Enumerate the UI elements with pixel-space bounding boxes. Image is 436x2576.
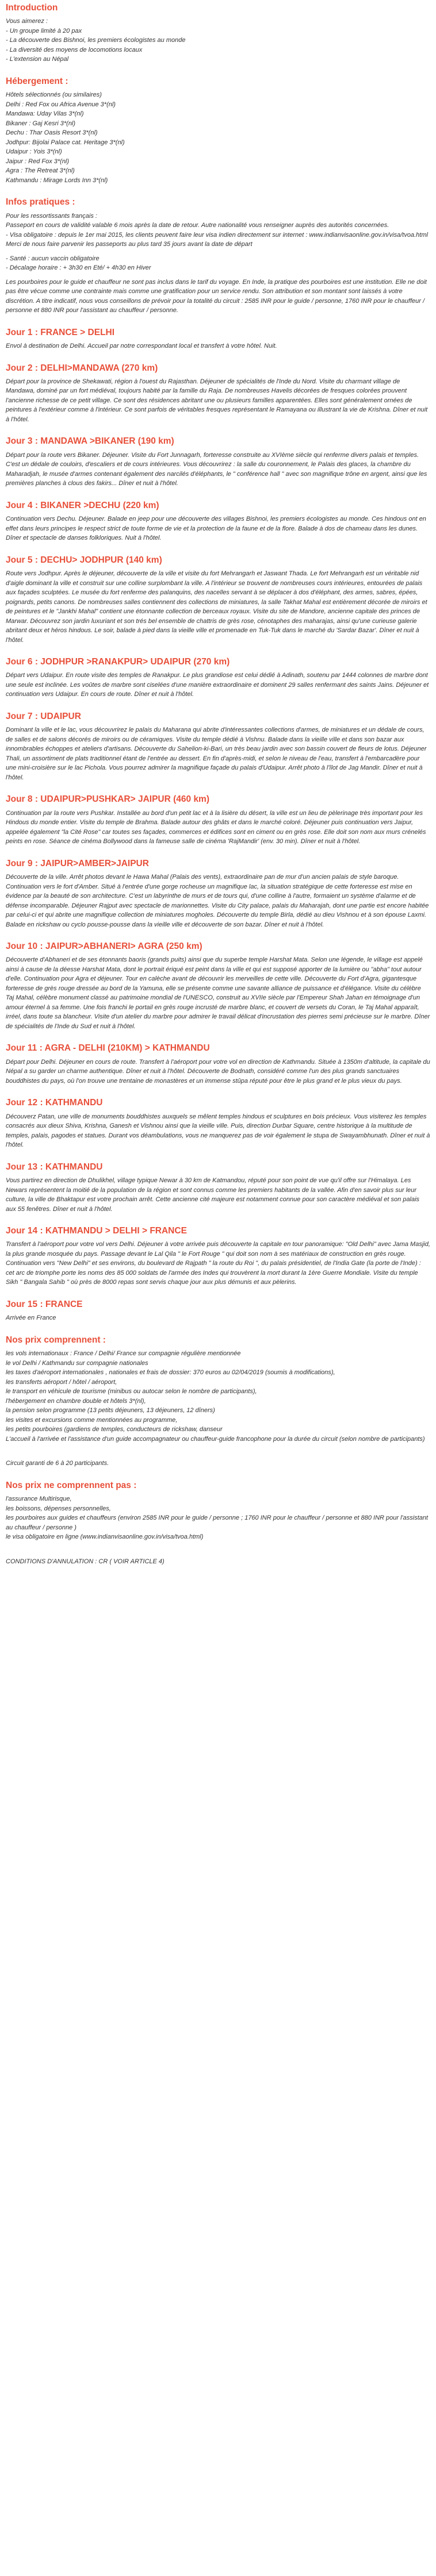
day-section [6, 363, 430, 425]
intro-list [6, 17, 430, 64]
excluded-item: l'assurance Multirisque, [6, 1495, 72, 1502]
included-item: la pension selon programme (13 petits déjeuners, 13 déjeuners, 12 dîners) [6, 1407, 215, 1414]
infos-health-paragraph: - Santé : aucun vaccin obligatoire - Décalage horaire : + 3h30 en Eté/ + 4h30 en Hiver [6, 255, 151, 272]
excluded-item: les pourboires aux guides et chauffeurs (environ 2585 INR pour le guide / personne ; 1760 INR pour le chauffeur / personne et 880 INR pour l'assistant au chauffeur / personne ) [6, 1514, 429, 1531]
included-item: les transferts aéroport / hôtel / aéroport, [6, 1378, 117, 1386]
day-section [6, 327, 430, 351]
day-description: Départ vers Udaipur. En route visite des temples de Ranakpur. Le plus grandiose est celui dédié à Adinath, soutenu par 1444 colonnes de marbre dont une seule est inclinée. Les voûtes de marbre sont ciselées d'une manière extraordinaire et dominent 29 salles renfermant des saints Jains. Déjeuner et continuation vers Udaipur. En cours de route. Dîner et nuit à l'hôtel. [6, 672, 429, 698]
day-description: Départ pour Delhi. Déjeuner en cours de route. Transfert à l'aéroport pour votre vol en direction de Kathmandu. Située à 1350m d'altitude, la capitale du Népal a su garder un charme authentique. Dîner et nuit à l'hôtel. Découverte de Bodnath, considéré comme l'un des plus grands sanctuaires bouddhistes du pays, où l'on trouve une trentaine de monastères et un immense stûpa réputé pour être le plus grand et le plus vieux du pays. [6, 1058, 430, 1085]
intro-line: - Un groupe limité à 20 pax [6, 27, 82, 34]
day-title: Jour 11 : AGRA - DELHI (210KM) > KATHMANDU [6, 1043, 210, 1054]
included-item: le transport en véhicule de tourisme (minibus ou autocar selon le nombre de participants), [6, 1388, 257, 1395]
day-title: Jour 6 : JODHPUR >RANAKPUR> UDAIPUR (270 km) [6, 657, 230, 667]
included-item: les visites et excursions comme mentionnées au programme, [6, 1416, 178, 1424]
day-description: Dominant la ville et le lac, vous découvrirez le palais du Maharana qui abrite d'intéressantes collections d'armes, de miniatures et un dédale de cours, de salles et de salons décorés de miroirs ou de céramiques. Visite du temple dédié à Vishnu. Balade dans la vieille ville et dans son bazar aux innombrables échoppes et ateliers d'artisans. Découverte du Sahelion-ki-Bari, un très beau jardin avec son bassin couvert de fleurs de lotus. Déjeuner Thali, un assortiment de plats traditionnel étant de l'entrée au dessert. En fin d'après-midi, et selon le niveau de l'eau, transfert à l'embarcadère pour une mini-croisière sur le lac Pichola. Vous pourrez admirer la magnifique façade du palais d'Udaipur. Arrêt photo à l'îlot de Jag Mandir. Dîner et nuit à l'hôtel. [6, 726, 427, 781]
hotel-line: Dechu : Thar Oasis Resort 3*(nl) [6, 129, 98, 137]
day-section [6, 1299, 430, 1323]
hotel-list [6, 90, 430, 185]
hotel-line: Mandawa: Uday Vilas 3*(nl) [6, 110, 84, 118]
included-item: L'accueil à l'arrivée et l'assistance d'un guide accompagnateur ou chauffeur-guide francophone pour la durée du circuit (selon nombre de participants) [6, 1435, 425, 1443]
day-section [6, 1225, 430, 1287]
hotel-line: Udaipur : Yois 3*(nl) [6, 148, 62, 156]
day-section [6, 1162, 430, 1214]
hebergement-section [6, 76, 430, 185]
day-description: Envol à destination de Delhi. Accueil par notre correspondant local et transfert à votre hôtel. Nuit. [6, 343, 277, 349]
day-title: Jour 13 : KATHMANDU [6, 1162, 103, 1172]
day-section [6, 858, 430, 929]
day-title: Jour 14 : KATHMANDU > DELHI > FRANCE [6, 1226, 187, 1236]
hotel-line: Bikaner : Gaj Kesri 3*(nl) [6, 120, 76, 127]
day-description: Route vers Jodhpur. Après le déjeuner, découverte de la ville et visite du fort Mehrangarh et Jaswant Thada. Le fort Mehrangarh est un véritable nid d'aigle dominant la ville et construit sur une colline surplombant la ville. A l'intérieur se trouvent de nombreuses cours intérieures, entourées de palais aux façades sculptées. Le musée du fort renferme des palanquins, des nacelles servant à se déplacer à dos d'éléphant, des armes, sabres, épées, poignards, petits canons. De nombreuses salles contiennent des collections de miniatures, la salle Takhat Mahal est entièrement décorée de miroirs et de peintures et le "Jankhi Mahal" contient une étonnante collection de berceaux royaux. Visite du site de Mandore, ancienne capitale des princes de Marwar. Découvrez son jardin luxuriant et son trés bel ensemble de chattris de grès rose, cénotaphes des maharajas, ainsi qu'une curieuse galerie abritant deux et héros hindous. Le soir, balade à pied dans la vieille ville et promenade en Tuk-Tuk dans le marché du 'Sardar Bazar'. Dîner et nuit à l'hôtel. [6, 570, 427, 644]
included-item: les taxes d'aéroport internationales , nationales et frais de dossier: 370 euros au 02/04/2019 (soumis à modifications), [6, 1369, 335, 1377]
day-title: Jour 3 : MANDAWA >BIKANER (190 km) [6, 436, 174, 447]
included-item: les vols internationaux : France / Delhi/ France sur compagnie régulière mentionnée [6, 1350, 241, 1358]
infos-section [6, 197, 430, 315]
day-description: Découverte de la ville. Arrêt photos devant le Hawa Mahal (Palais des vents), extraordinaire pan de mur d'un ancien palais de style baroque. Continuation vers le fort d'Amber. Situé à l'entrée d'une gorge rocheuse un magnifique lac, la situation stratégique de cette forteresse est mise en évidence par la beauté de son architecture. C'est un labyrinthe de murs et de tours qui, d'une colline à l'autre, formaient un système d'alarme et de défense incomparable. Déjeuner Rajput avec spectacle de marionnettes. Visite du City palace, palais du Maharajah, dont une partie est encore habitée par celui-ci et qui abrite une magnifique collection de miniatures mogholes. Découverte du temple Birla, dédié au dieu Vishnou et à son épouse Laxmi. Balade en rickshaw ou cyclo pousse-pousse dans la vieille ville et découverte de son bazar. Dîner et nuit à l'hôtel. [6, 874, 429, 928]
day-description: Continuation par la route vers Pushkar. Installée au bord d'un petit lac et à la lisière du désert, la ville est un lieu de pèlerinage très important pour les Hindous du monde entier. Visite du temple de Brahma. Balade autour des ghâts et dans le marché coloré. Déjeuner puis continuation vers Jaipur, appelée également "la Cité Rose" car toutes ses façades, commerces et édifices sont en ciment ou en grès rose. Elle doit son nom aux murs crénelés peints en rose. Séance de cinéma Bollywood dans la fameuse salle de cinéma 'RajMandir' (env. 30 min). Dîner et nuit à l'hôtel. [6, 809, 426, 845]
day-title: Jour 12 : KATHMANDU [6, 1098, 103, 1108]
day-title: Jour 9 : JAIPUR>AMBER>JAIPUR [6, 858, 149, 868]
intro-line: Vous aimerez : [6, 18, 48, 25]
day-description: Arrivée en France [6, 1314, 56, 1322]
spacer [6, 1542, 430, 1557]
day-title: Jour 10 : JAIPUR>ABHANERI> AGRA (250 km) [6, 941, 202, 951]
excluded-item: le visa obligatoire en ligne (www.indianvisaonline.gov.in/visa/tvoa.html) [6, 1533, 204, 1540]
hotel-line: Jaipur : Red Fox 3*(nl) [6, 157, 70, 165]
intro-line: - L'extension au Népal [6, 56, 69, 63]
infos-passport-paragraph: Pour les ressortissants français : Passeport en cours de validité valable 6 mois après la date de retour. Autre nationalité vous renseigner auprès des autorités concernées. - Visa obligatoire : depuis le 1er mai 2015, les clients peuvent faire leur visa indien directement sur internet : www.indianvisaonline.gov.in/visa/tvoa.html Merci de nous faire parvenir les passeports au plus tard 35 jours avant la date de départ [6, 212, 428, 248]
day-section [6, 555, 430, 645]
excluded-list [6, 1494, 430, 1542]
infos-tips-paragraph: Les pourboires pour le guide et chauffeur ne sont pas inclus dans le tarif du voyage. En Inde, la pratique des pourboires est une institution. Elle ne doit pas être vécue comme une contrainte mais comme une gratification pour un service rendu. Son attribution et son montant sont laissés à votre discrétion. A titre indicatif, nous vous conseillons de prévoir pour la totalité du circuit : 2585 INR pour le guide / personne, 1760 INR pour le chauffeur / personne et 880 INR pour l'assistant au chauffeur / personne. [6, 278, 427, 314]
infos-heading: Infos pratiques : [6, 197, 75, 207]
day-title: Jour 4 : BIKANER >DECHU (220 km) [6, 500, 159, 510]
included-item: le vol Delhi / Kathmandu sur compagnie nationales [6, 1359, 148, 1367]
hotel-line: Delhi : Red Fox ou Africa Avenue 3*(nl) [6, 101, 116, 108]
day-title: Jour 1 : FRANCE > DELHI [6, 327, 115, 337]
excluded-heading: Nos prix ne comprennent pas : [6, 1480, 137, 1490]
day-section [6, 436, 430, 488]
hotel-line: Agra : The Retreat 3*(nl) [6, 167, 75, 175]
day-title: Jour 8 : UDAIPUR>PUSHKAR> JAIPUR (460 km) [6, 794, 210, 805]
day-description: Découverte d'Abhaneri et de ses étonnants baoris (grands puits) ainsi que du superbe temple Harshat Mata. Selon une légende, le village est appelé ainsi à cause de la déesse Harshat Mata, dont le portrait ériqué est peint dans la ville et qui est supposé apporter de la lumière ou "abha" tout autour d'elle. Continuation pour Agra et déjeuner. Tour en calèche avant de découvrir les merveilles de cette ville. Découverte du Fort d'Agra, gigantesque forteresse de grès rouge dressée au bord de la Yamuna, elle se présente comme une savante alliance de puissance et d'élégance. Visite du célèbre Taj Mahal, célèbre monument classé au patrimoine mondial de l'UNESCO, construit au XVIIe siècle par l'Empereur Shah Jahan en témoignage d'un amour éternel à sa femme. Une fois franchi le portail en grès rouge incrusté de marbre blanc, et couvert de versets du Coran, le Taj Mahal apparaît, irréel, dans toute sa blancheur. Visite d'un atelier du marbre pour admirer le travail délicat d'incrustation des pierres semi précieuse sur le marbre. Dîner de spécialités de l'Inde du Sud et nuit à l'hôtel. [6, 956, 430, 1030]
intro-line: - La découverte des Bishnoi, les premiers écologistes au monde [6, 37, 186, 44]
intro-section [6, 2, 430, 64]
cancellation-conditions: CONDITIONS D'ANNULATION : CR ( VOIR ARTICLE 4) [6, 1558, 165, 1565]
day-title: Jour 15 : FRANCE [6, 1299, 83, 1309]
excluded-section [6, 1480, 430, 1566]
day-title: Jour 7 : UDAIPUR [6, 711, 81, 721]
hotel-line: Jodhpur: Bijolai Palace cat. Heritage 3*(nl) [6, 139, 125, 146]
day-description: Continuation vers Dechu. Déjeuner. Balade en jeep pour une découverte des villages Bishnoi, les premiers écologistes au monde. Ces hindous ont en effet dans leurs principes le respect strict de toute forme de vie et la protection de la faune et de la flore. Balade à dos de chameau dans les dunes. Dîner et spectacle de danses folkloriques. Nuit à l'hôtel. [6, 516, 426, 542]
day-section [6, 941, 430, 1031]
day-description: Vous partirez en direction de Dhulikhel, village typique Newar à 30 km de Katmandou, réputé pour son point de vue qu'il offre sur l'Himalaya. Les Newars représentent la moitié de la population de la région et sont connus comme les premiers habitants de la vallée. Afin d'en savoir plus sur leur culture, la ville de Bhaktapur est votre prochain arrêt. Cette ancienne cité majeure est notamment connue pour son caractère médiéval et son palais aux 55 fenêtres. Dîner et nuit à l'hôtel. [6, 1177, 420, 1213]
excluded-item: les boissons, dépenses personnelles, [6, 1505, 111, 1512]
day-section [6, 1043, 430, 1086]
intro-heading: Introduction [6, 3, 58, 13]
day-section [6, 711, 430, 782]
day-section [6, 794, 430, 846]
itinerary [6, 327, 430, 1323]
hebergement-heading: Hébergement : [6, 76, 68, 86]
day-section [6, 656, 430, 699]
day-description: Départ pour la route vers Bikaner. Déjeuner. Visite du Fort Junnagarh, forteresse construite au XVIème siècle qui renferme divers palais et temples. C'est un dédale de couloirs, d'escaliers et de cours intérieures. Vous découvrirez : la salle du couronnement, le Palais des glaces, la chambre du Maharadjah, le musée d'armes contenant également des narcilés d'éléphants, le " conférence hall " avec son magnifique trône en argent, ainsi que les premières planches à clous des fakirs... Dîner et nuit à l'hôtel. [6, 451, 427, 487]
included-item: les petits pourboires (gardiens de temples, conducteurs de rickshaw, danseur [6, 1426, 223, 1433]
included-list [6, 1349, 430, 1444]
included-section [6, 1335, 430, 1468]
hotel-line: Kathmandu : Mirage Lords Inn 3*(nl) [6, 176, 108, 184]
guarantee-note: Circuit garanti de 6 à 20 participants. [6, 1460, 109, 1467]
day-title: Jour 2 : DELHI>MANDAWA (270 km) [6, 363, 158, 373]
day-description: Transfert à l'aéroport pour votre vol vers Delhi. Déjeuner à votre arrivée puis découverte la capitale en tour panoramique: "Old Delhi" avec Jama Masjid, la plus grande mosquée du pays. Passage devant le Lal Qila " le Fort Rouge " qui doit son nom à ses matériaux de construction en grès rouge. Continuation vers "New Delhi" et ses environs, du boulevard de Rajpath " la route du Roi ", du palais présidentiel, de l'India Gate (la porte de l'Inde) : cet arc de triomphe porte les noms des 85 000 soldats de l'armée des Indes qui trouvèrent la mort durant la 1ère Guerre Mondiale. Visite du temple Sikh " Bangala Sahib " où près de 8000 repas sont servis chaque jour aux plus démunis et aux pèlerins. [6, 1241, 430, 1286]
spacer [6, 1444, 430, 1459]
hotel-line: Hôtels sélectionnés (ou similaires) [6, 91, 102, 99]
day-description: Découverz Patan, une ville de monuments bouddhistes auxquels se mêlent temples hindous et sculptures en bois précieux. Vous visiterez les temples consacrés aux dieux Shiva, Krishna, Ganesh et Vishnou ainsi que la vieille ville. Puis, direction Durbar Square, centre historique à la multitude de temples, palais, pagodes et statues. Durant vos déambulations, vous ne manquerez pas de voir également le stupa de Swayambhunath. Dîner et nuit à l'hôtel. [6, 1113, 430, 1149]
day-section [6, 500, 430, 543]
included-item: l'hébergement en chambre double et hôtels 3*(nl), [6, 1397, 146, 1405]
day-description: Départ pour la province de Shekawati, région à l'ouest du Rajasthan. Déjeuner de spécialités de l'Inde du Nord. Visite du charmant village de Mandawa, dominé par un fort médiéval, toujours habité par la famille du Raja. De nombreuses Havelis décorées de fresques colorées prouvent l'ancienne richesse de ce petit village. Ce sont des résidences abritant une ou plusieurs familles apparentées. Elles sont généralement ornées de peintures à l'extérieur comme à l'intérieur. Ce sont parfois de véritables fresques représentant le Ramayana ou illustrant la vie de Krishna. Dîner et nuit à l'hôtel. [6, 378, 428, 423]
intro-line: - La diversité des moyens de locomotions locaux [6, 46, 143, 53]
day-section [6, 1097, 430, 1149]
day-title: Jour 5 : DECHU> JODHPUR (140 km) [6, 555, 162, 565]
included-heading: Nos prix comprennent : [6, 1335, 106, 1345]
